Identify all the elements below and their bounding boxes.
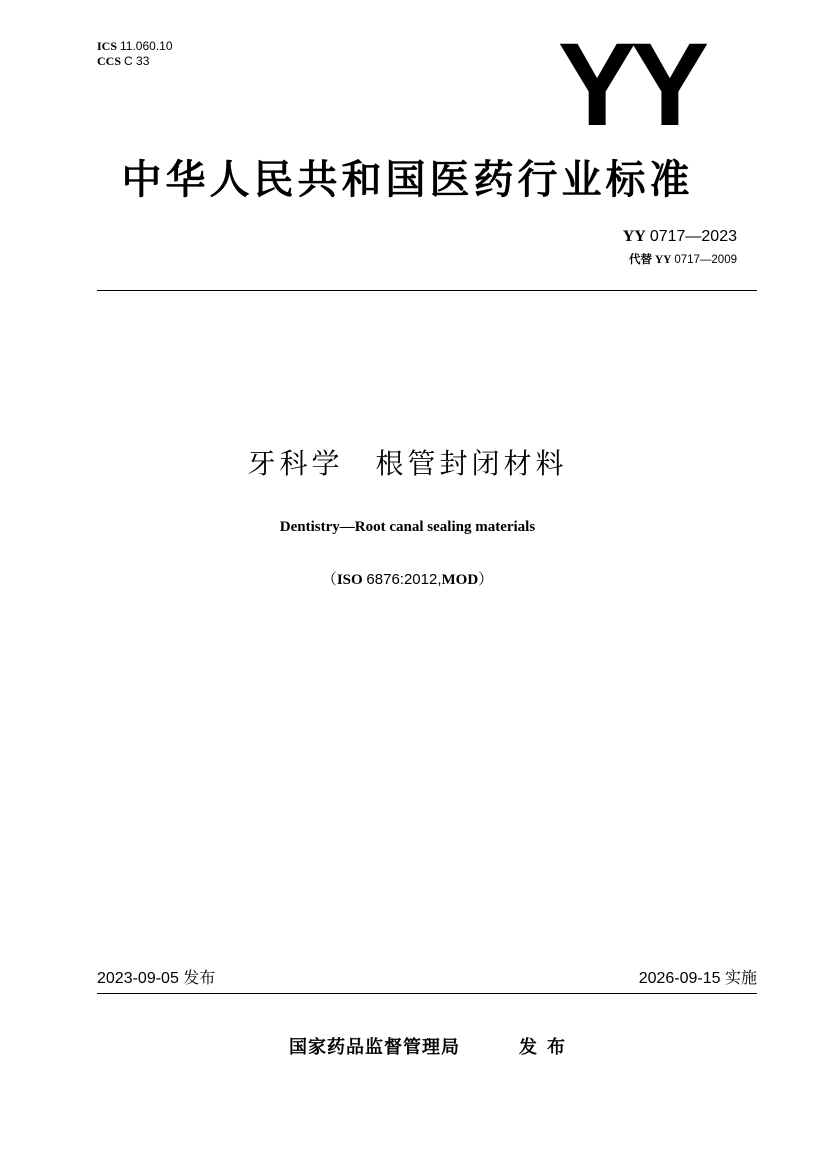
implementation-date: 2026-09-15 实施 xyxy=(638,970,757,987)
issue-date: 2023-09-05 发布 xyxy=(97,970,216,987)
standard-number-value: 0717—2023 xyxy=(649,228,737,245)
iso-mod: MOD xyxy=(441,572,479,588)
top-divider xyxy=(97,290,757,291)
standard-category-title: 中华人民共和国医药行业标准 xyxy=(121,158,694,202)
english-title: Dentistry—Root canal sealing materials xyxy=(279,519,536,535)
bottom-divider xyxy=(97,993,757,994)
standard-number-prefix: YY xyxy=(622,228,646,245)
replaces-value: 0717—2009 xyxy=(674,254,737,266)
iso-reference xyxy=(0,569,815,591)
ccs-code xyxy=(97,54,149,68)
replaces-standard xyxy=(629,253,737,267)
ics-label: ICS xyxy=(97,39,118,53)
ccs-value: C 33 xyxy=(124,54,150,68)
yy-logo: YY xyxy=(557,19,704,151)
iso-prefix: ISO xyxy=(336,572,363,588)
iso-open-paren: （ xyxy=(321,571,337,588)
iso-number: 6876:2012, xyxy=(366,571,442,588)
chinese-title: 牙科学 根管封闭材料 xyxy=(247,448,568,479)
iso-close-paren: ） xyxy=(478,571,494,588)
replaces-prefix: YY xyxy=(654,254,672,266)
ics-value: 11.060.10 xyxy=(120,39,173,53)
standard-number xyxy=(623,227,737,247)
publisher-name: 国家药品监督管理局 xyxy=(289,1037,460,1057)
replaces-label: 代替 xyxy=(628,254,652,266)
ccs-label: CCS xyxy=(97,54,122,68)
ics-code xyxy=(97,39,173,53)
publish-label: 发布 xyxy=(519,1037,575,1057)
